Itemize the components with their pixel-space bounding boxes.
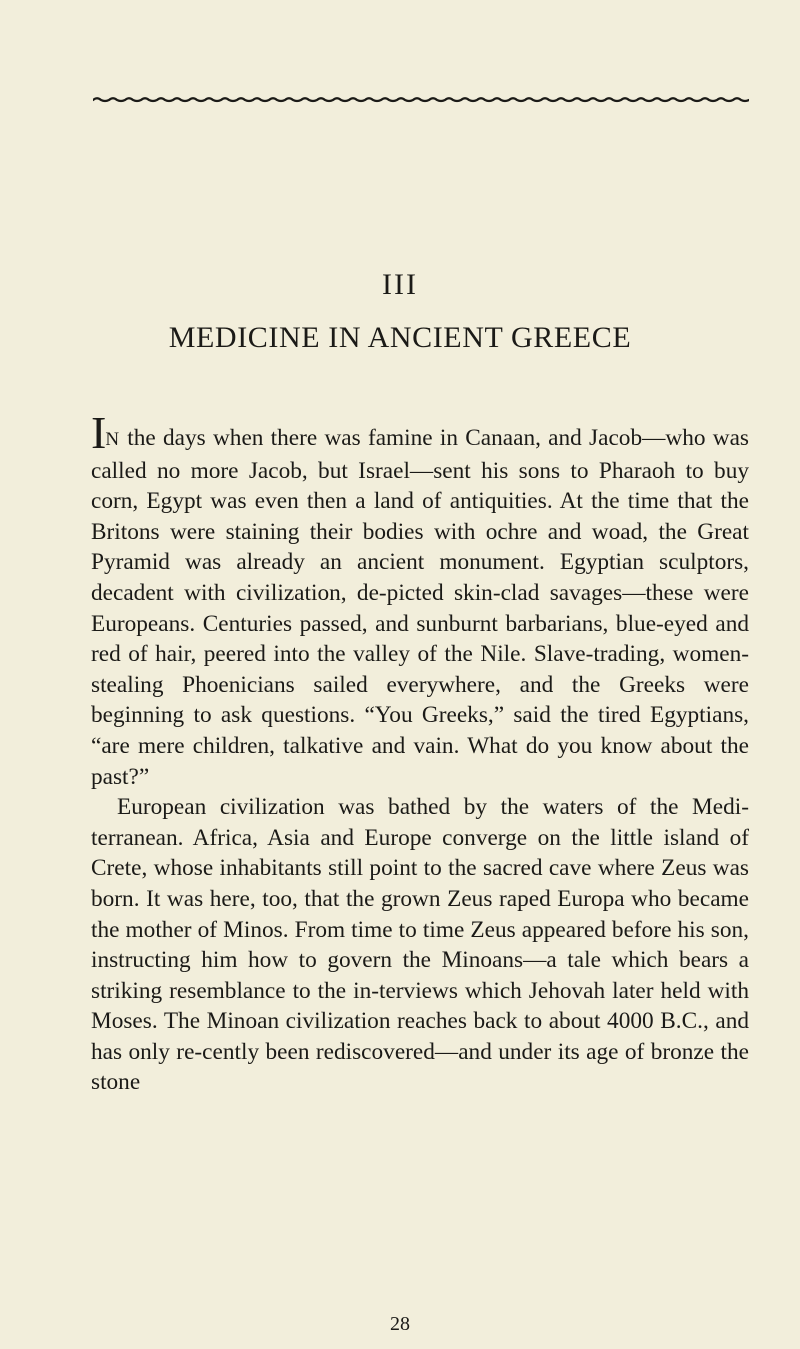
small-cap: N [105, 429, 121, 450]
body-text [91, 407, 749, 1098]
decorative-wavy-rule [93, 92, 749, 106]
paragraph-1-text: the days when there was famine in Canaan, and Jacob—who was called no more Jacob, but Israel—sent his sons to Pharaoh to buy corn, Egypt was even then a land of antiquities. At the time that the Britons were staining their bodies with ochre and woad, the Great Pyramid was already an ancient monument. Egyptian sculptors, decadent with civilization, de-picted skin-clad savages—these were Europeans. Centuries passed, and sunburnt barbarians, blue-eyed and red of hair, peered into the valley of the Nile. Slave-trading, women-stealing Phoenicians sailed everywhere, and the Greeks were beginning to ask questions. “You Greeks,” said the tired Egyptians, “are mere children, talkative and vain. What do you know about the past?” [91, 425, 749, 790]
page-number: 28 [390, 1313, 410, 1335]
paragraph-2: European civilization was bathed by the waters of the Medi-terranean. Africa, Asia and Europe converge on the little island of Crete, whose inhabitants still point to the sacred cave where Zeus was born. It was here, too, that the grown Zeus raped Europa who became the mother of Minos. From time to time Zeus appeared before his son, instructing him how to govern the Minoans—a tale which bears a striking resemblance to the in-terviews which Jehovah later held with Moses. The Minoan civilization reaches back to about 4000 B.C., and has only re-cently been rediscovered—and under its age of bronze the stone [91, 794, 749, 1096]
drop-cap: I [91, 407, 107, 458]
chapter-number: III [382, 268, 418, 301]
chapter-title: MEDICINE IN ANCIENT GREECE [168, 321, 632, 354]
paragraph-1 [91, 407, 749, 792]
